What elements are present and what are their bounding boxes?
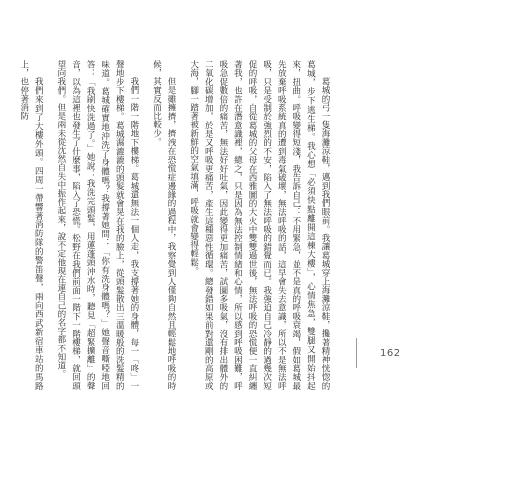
page-number: 162 (380, 348, 401, 359)
page-number-divider (356, 338, 357, 368)
vertical-text-body (18, 60, 332, 390)
paragraph-3: 我們一階一階地下樓梯。葛城還無法一個人走，我支撐著她的身體，每一「咚」一聲地步下樓梯。葛城濕漉漉的頭髮就會晃在我的臉上，從頭髮散出三溫暖般的洗髮精的味道。葛城確實地沖洗了身體嗎？我撐著她問：「你有洗身體嗎？」她聲音嘶啞地回答：「我刷快洗過了。」她說：我洗完頭髮，用蓮蓬頭沖水時，聽見「超緊擴離」的聲音，以為這裡也發生了什麼事，陷入了恐慌。松野在我們前面一階下一階樓梯，就回頭望向我們。但是兩未從沈然自失中振作起來，說不定他現在連自己的名字都不知道。 (55, 60, 139, 390)
paragraph-1: 葛城的弓一隻海灘涼鞋，邁到我們眼前。我讓葛城穿上海灘涼鞋，攙著精神恍惚的葛城，步下逃生梯。我心想「必須快點離開這棟大樓」，心情焦急，雙腿又開始抖起來，扭曲。呼吸變得短淺，我告訴自己：不用緊急，並不是真的呼吸衰竭，假如葛城最先放棄呼吸系統真的遭到毒氣破壞，無法呼吸的話，這早會失去意識，所以不是無法呼吸，只是受制於強烈的不安，陷入了無法呼吸的錯覺而已。我強迫自己冷靜的過幾次短促的呼吸，自從葛城的父母在西雅圖的大火中雙雙過世後，無法呼吸的恐慌便一直糾纏著我，也許在潛意識裡，總之，只是因為無法控制情緒和心情，所以感到呼吸困難，呼吸急促數倍的痛苦，無法好好吐氣，因此變得更加痛苦，試圖多吸氣，沒有排出體外的二氧化碳增加，於是又呼吸更痛苦，產生這種惡性循環。總發錯如果前對還剛的高原或大海，腳一踏著被新鮮的空氣填滿，呼吸就會變得輕鬆。 (188, 60, 330, 390)
paragraph-2: 但是雖擁擠，擠洩在恐慌症邊緣的過程中，我察覺到人僅夠自然且輕鬆地呼吸的時候，其實反而比較少。 (151, 60, 177, 390)
paragraph-4: 我們來到了大樓外頭。四周一帶響著消防隊的警笛聲，兩向西武新宿車站的馬路上，也停著消防 (18, 60, 44, 390)
